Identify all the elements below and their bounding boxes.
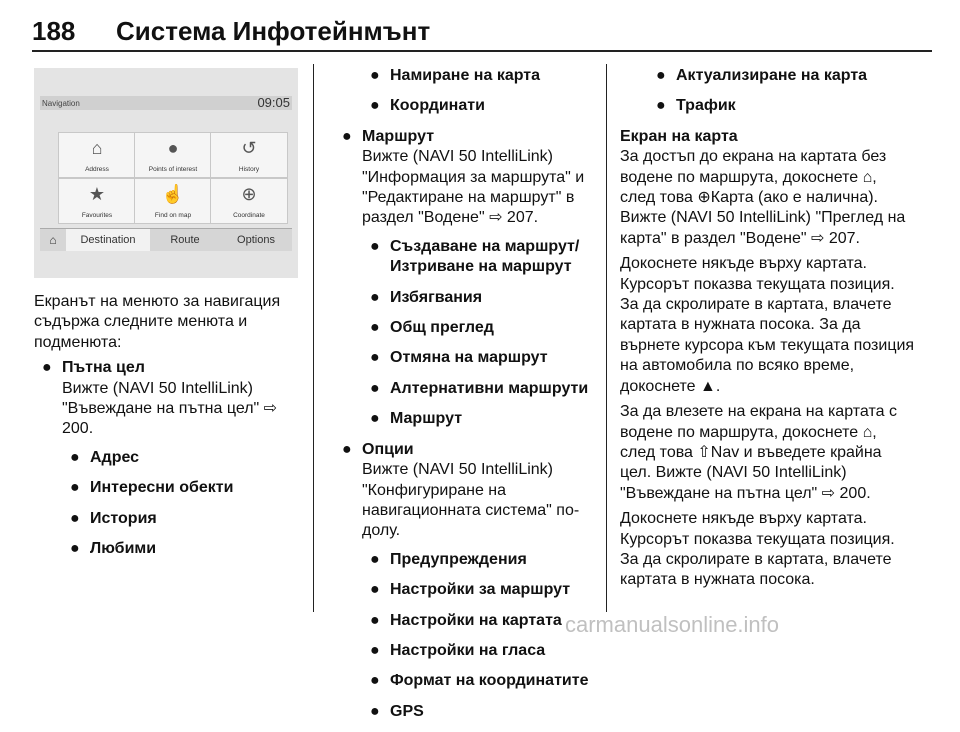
sub-item: ● Трафик bbox=[656, 97, 736, 115]
bullet: ● bbox=[342, 127, 352, 145]
column-3 bbox=[620, 66, 916, 596]
bullet: ● bbox=[42, 359, 52, 377]
tile-history bbox=[210, 132, 288, 178]
watermark: carmanualsonline.info bbox=[565, 612, 780, 637]
paragraph: За да влезете на екрана на картата с водене по маршрута, докоснете ⌂, след това ⇧Nav и въведете крайна цел. Вижте (NAVI 50 IntelliLink) "Въвеждане на пътна цел" ⇨ 200. bbox=[620, 403, 897, 502]
sub-item: ● Настройки за маршрут bbox=[370, 581, 571, 599]
column-2 bbox=[334, 66, 596, 732]
tile-points-of-interest bbox=[134, 132, 212, 178]
sub-item: ● Намиране на карта bbox=[370, 67, 541, 84]
list-item bbox=[34, 358, 300, 559]
tile-favourites bbox=[58, 178, 136, 224]
tile-coordinate bbox=[210, 178, 288, 224]
tab-route: Route bbox=[170, 234, 200, 246]
tab-options: Options bbox=[237, 234, 275, 246]
sub-item: ● Актуализиране на карта bbox=[656, 67, 868, 84]
intro-text: Екранът на менюто за навигация съдържа следните менюта и подменюта: bbox=[34, 293, 281, 351]
section-heading: Екран на карта bbox=[620, 127, 738, 145]
chapter-title: Система Инфотейнмънт bbox=[116, 16, 431, 46]
list-item bbox=[334, 127, 596, 430]
history-icon: ↺ bbox=[241, 138, 257, 158]
item-title: Пътна цел bbox=[62, 359, 145, 377]
list-item bbox=[334, 440, 596, 722]
home-icon: ⌂ bbox=[91, 138, 103, 158]
column-divider-2 bbox=[606, 64, 607, 612]
sub-item: ● GPS bbox=[370, 702, 424, 720]
item-title: Маршрут bbox=[362, 127, 435, 145]
page-number: 188 bbox=[32, 16, 76, 46]
tile-label: Address bbox=[85, 166, 109, 173]
page-header bbox=[32, 14, 932, 48]
tile-label: History bbox=[238, 166, 260, 173]
sub-item: ● Любими bbox=[70, 540, 157, 558]
screen-clock: 09:05 bbox=[257, 95, 290, 110]
tile-find-on-map bbox=[134, 178, 212, 224]
sub-item: ● Общ преглед bbox=[370, 319, 494, 337]
paragraph: Докоснете някъде върху картата. Курсорът показва текущата позиция. За да скролирате в картата, влачете картата в нужната посока. bbox=[620, 510, 895, 589]
sub-item: ● Маршрут bbox=[370, 410, 463, 428]
sub-item: ● Настройки на картата bbox=[370, 611, 562, 629]
navigation-screenshot bbox=[34, 68, 298, 278]
star-icon: ★ bbox=[88, 184, 106, 204]
sub-item: ● Координати bbox=[370, 97, 485, 115]
tile-label: Coordinate bbox=[233, 212, 265, 219]
tile-label: Points of interest bbox=[148, 166, 198, 173]
sub-item: ● Формат на координатите bbox=[370, 672, 589, 690]
sub-item: ● Предупреждения bbox=[370, 550, 527, 568]
sub-item: ● Отмяна на маршрут bbox=[370, 349, 548, 367]
item-title: Опции bbox=[362, 440, 414, 458]
column-divider-1 bbox=[313, 64, 314, 612]
sub-item: ● Интересни обекти bbox=[70, 479, 234, 497]
screen-title: Navigation bbox=[42, 99, 80, 108]
sub-item: ● Алтернативни маршрути bbox=[370, 379, 589, 397]
tile-address bbox=[58, 132, 136, 178]
sub-item: ● Адрес bbox=[70, 448, 140, 466]
paragraph: Докоснете някъде върху картата. Курсорът показва текущата позиция. За да скролирате в картата, влачете картата в нужната посока. За да върнете курсора към текущата позиция на автомобила по всяко време, докоснете ▲. bbox=[620, 255, 915, 395]
item-description: Вижте (NAVI 50 IntelliLink) "Въвеждане на пътна цел" ⇨ 200. bbox=[62, 379, 278, 438]
item-description: Вижте (NAVI 50 IntelliLink) "Конфигуриране на навигационната система" по-долу. bbox=[362, 461, 580, 540]
screen-tab-bar bbox=[40, 228, 292, 251]
paragraph: За достъп до екрана на картата без водене по маршрута, докоснете ⌂, след това ⊕Карта (ако е налична). Вижте (NAVI 50 IntelliLink) "Преглед на карта" в раздел "Водене" ⇨ 207. bbox=[620, 148, 906, 247]
sub-item: ● Избягвания bbox=[370, 288, 483, 306]
home-icon: ⌂ bbox=[49, 233, 57, 247]
column-1 bbox=[34, 292, 300, 569]
globe-icon: ⊕ bbox=[241, 184, 257, 204]
bullet: ● bbox=[342, 440, 352, 458]
item-description: Вижте (NAVI 50 IntelliLink) "Информация за маршрута" и "Редактиране на маршрут" в раздел "Водене" ⇨ 207. bbox=[362, 148, 585, 227]
sub-item: ● История bbox=[70, 509, 157, 527]
tile-label: Find on map bbox=[154, 212, 192, 219]
tab-destination: Destination bbox=[66, 229, 150, 251]
tile-label: Favourites bbox=[81, 212, 113, 219]
sub-item: ● Създаване на маршрут/ Изтриване на маршрут bbox=[370, 237, 580, 276]
pin-icon: ● bbox=[167, 138, 179, 158]
sub-item: ● Настройки на гласа bbox=[370, 641, 546, 659]
header-rule bbox=[32, 50, 932, 52]
hand-icon: ☝ bbox=[161, 184, 185, 204]
